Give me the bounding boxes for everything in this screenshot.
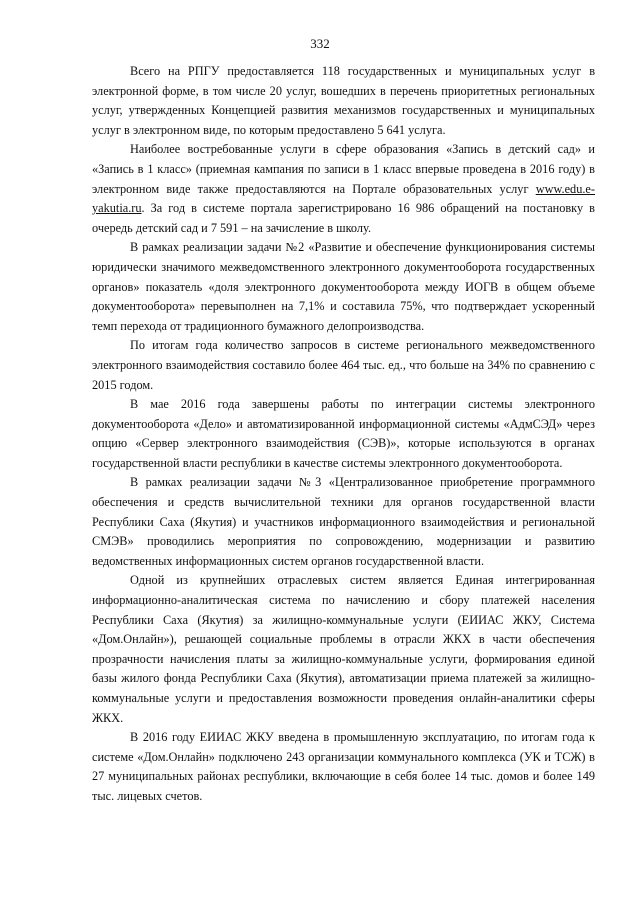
paragraph-task-3: В рамках реализации задачи №3 «Централизованное приобретение программного обеспечения и средств вычислительной техники для органов государственной власти Республики Саха (Якутия) и участников информационного взаимодействия и региональной СМЭВ» проводились мероприятия по сопровождению, модернизации и развитию ведомственных информационных систем органов государственной власти. <box>92 475 595 568</box>
paragraph-education-services <box>92 140 595 238</box>
page-number: 332 <box>310 36 330 51</box>
document-body <box>92 62 595 807</box>
paragraph-task-2: В рамках реализации задачи №2 «Развитие и обеспечение функционирования системы юридически значимого межведомственного электронного документооборота государственных органов» показатель «доля электронного документооборота между ИОГВ в общем объеме документооборота» перевыполнен на 7,1% и составила 75%, что подтверждает ускоренный темп перехода от традиционного бумажного делопроизводства. <box>92 240 595 333</box>
paragraph-text-before-link: Наиболее востребованные услуги в сфере образования «Запись в детский сад» и «Запись в 1 класс» (приемная кампания по записи в 1 класс впервые проведена в 2016 году) в электронном виде также предоставляются на Портале образовательных услуг <box>92 142 595 196</box>
paragraph-rpgu-services: Всего на РПГУ предоставляется 118 государственных и муниципальных услуг в электронной форме, в том числе 20 услуг, вошедших в перечень приоритетных региональных услуг, утвержденных Концепцией развития механизмов государственных и муниципальных услуг в электронном виде, по которым предоставлено 5 641 услуга. <box>92 64 595 137</box>
paragraph-delo-integration: В мае 2016 года завершены работы по интеграции системы электронного документооборота «Дело» и автоматизированной информационной системы «АдмСЭД» через опцию «Сервер электронного взаимодействия (СЭВ)», которые используются в органах государственной власти республики в качестве системы электронного документооборота. <box>92 397 595 470</box>
paragraph-eiias-zhku: Одной из крупнейших отраслевых систем является Единая интегрированная информационно-аналитическая система по начислению и сбору платежей населения Республики Саха (Якутия) за жилищно-коммунальные услуги (ЕИИАС ЖКУ, Система «Дом.Онлайн»), решающей социальные проблемы в отрасли ЖКХ в части обеспечения прозрачности начисления платы за жилищно-коммунальные услуги, формирования единой базы жилого фонда Республики Саха (Якутия), автоматизации приема платежей за жилищно-коммунальные услуги и предоставления возможности проведения онлайн-аналитики сферы ЖКХ. <box>92 573 595 725</box>
paragraph-text-after-link: . За год в системе портала зарегистрировано 16 986 обращений на постановку в очередь детский сад и 7 591 – на зачисление в школу. <box>92 201 595 235</box>
paragraph-requests-count: По итогам года количество запросов в системе регионального межведомственного электронного взаимодействия составило более 464 тыс. ед., что больше на 34% по сравнению с 2015 годом. <box>92 338 595 392</box>
paragraph-dom-online: В 2016 году ЕИИАС ЖКУ введена в промышленную эксплуатацию, по итогам года к системе «Дом.Онлайн» подключено 243 организации коммунального комплекса (УК и ТСЖ) в 27 муниципальных районах республики, включающие в себя более 14 тыс. домов и более 149 тыс. лицевых счетов. <box>92 730 595 803</box>
edu-portal-link[interactable]: www.edu.e-yakutia.ru <box>92 181 595 216</box>
